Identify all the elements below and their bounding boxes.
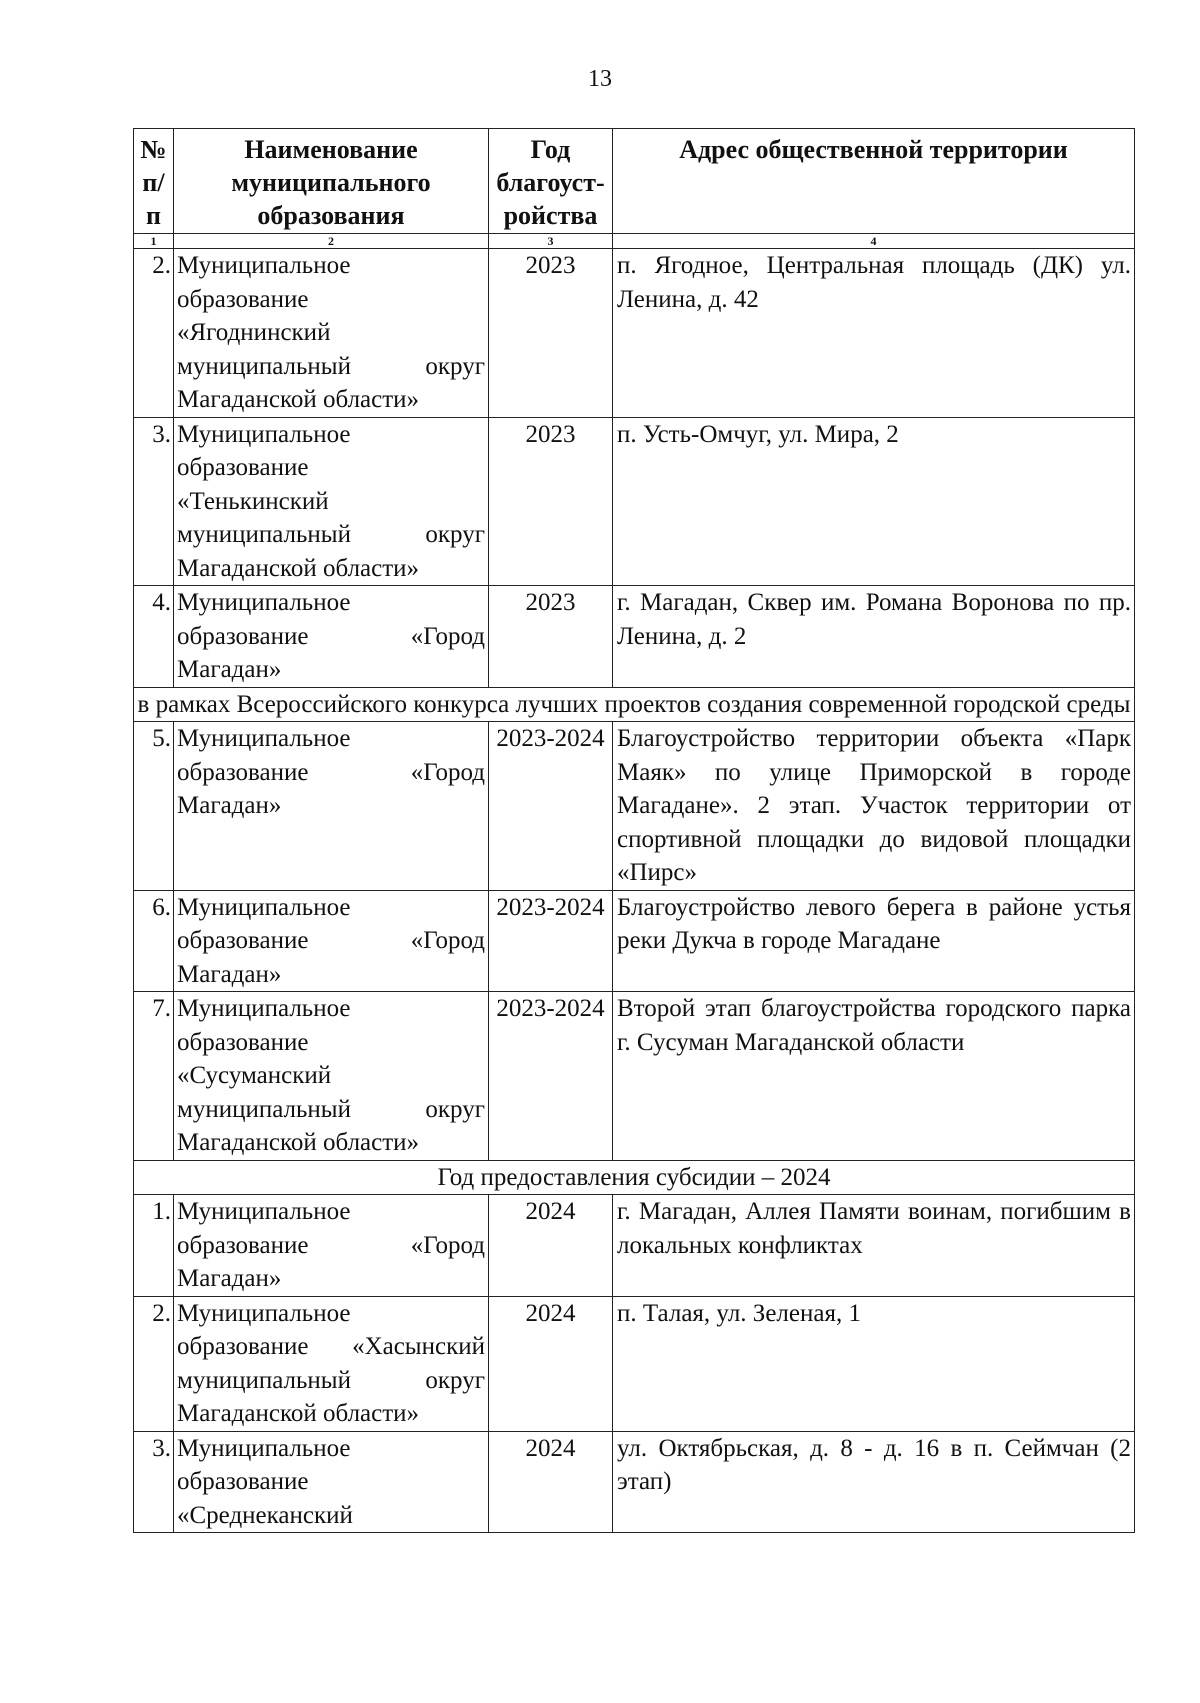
territory-address: Благоустройство левого берега в районе устья реки Дукча в городе Магадане bbox=[613, 890, 1135, 992]
table-row bbox=[134, 249, 1135, 418]
municipality-name bbox=[174, 417, 489, 586]
municipality-name bbox=[174, 1431, 489, 1533]
column-number: 1 bbox=[134, 234, 174, 249]
column-number: 3 bbox=[489, 234, 613, 249]
improvement-year: 2024 bbox=[489, 1195, 613, 1297]
municipality-name-line: «Среднеканский bbox=[177, 1501, 353, 1529]
column-number: 4 bbox=[613, 234, 1135, 249]
row-number: 3. bbox=[134, 417, 174, 586]
municipality-name-line: муниципальный округ bbox=[177, 1366, 485, 1394]
municipality-name-line: Магаданской области» bbox=[177, 1400, 420, 1427]
municipality-name-line: Магаданской области» bbox=[177, 386, 420, 413]
municipality-name bbox=[174, 890, 489, 992]
territory-address: Благоустройство территории объекта «Парк Маяк» по улице Приморской в городе Магадане». 2 этап. Участок территории от спортивной площадки до видовой площадки «Пирс» bbox=[613, 722, 1135, 891]
municipality-name-line: образование «Город bbox=[177, 927, 485, 954]
table-row bbox=[134, 890, 1135, 992]
municipality-name bbox=[174, 586, 489, 688]
territory-address: ул. Октябрьская, д. 8 - д. 16 в п. Сеймчан (2 этап) bbox=[613, 1431, 1135, 1533]
municipality-name-line: образование bbox=[177, 1028, 309, 1056]
territory-address: п. Усть-Омчуг, ул. Мира, 2 bbox=[613, 417, 1135, 586]
column-number: 2 bbox=[174, 234, 489, 249]
table-row bbox=[134, 1195, 1135, 1297]
table-row bbox=[134, 417, 1135, 586]
municipality-name-line: «Тенькинский bbox=[177, 487, 329, 515]
header-address: Адрес общественной территории bbox=[613, 129, 1135, 234]
municipality-name-line: Магадан» bbox=[177, 792, 282, 819]
municipality-name-line: образование «Город bbox=[177, 622, 485, 650]
territory-address: г. Магадан, Аллея Памяти воинам, погибшим в локальных конфликтах bbox=[613, 1195, 1135, 1297]
header-num: № п/п bbox=[134, 129, 174, 234]
territory-address: г. Магадан, Сквер им. Романа Воронова по пр. Ленина, д. 2 bbox=[613, 586, 1135, 688]
table-row bbox=[134, 1431, 1135, 1533]
row-number: 7. bbox=[134, 992, 174, 1161]
improvement-year: 2023-2024 bbox=[489, 722, 613, 891]
column-numbers-row bbox=[134, 234, 1135, 249]
section-title: в рамках Всероссийского конкурса лучших проектов создания современной городской среды bbox=[134, 687, 1135, 722]
municipality-name-line: образование bbox=[177, 285, 309, 313]
row-number: 3. bbox=[134, 1431, 174, 1533]
improvement-year: 2023 bbox=[489, 249, 613, 418]
row-number: 5. bbox=[134, 722, 174, 891]
municipality-name bbox=[174, 1195, 489, 1297]
municipality-name bbox=[174, 992, 489, 1161]
table-row bbox=[134, 722, 1135, 891]
municipality-name-line: Магадан» bbox=[177, 960, 282, 988]
row-number: 4. bbox=[134, 586, 174, 688]
section-title: Год предоставления субсидии – 2024 bbox=[134, 1160, 1135, 1195]
municipality-name-line: «Ягоднинский bbox=[177, 319, 331, 346]
municipality-name-line: Муниципальное bbox=[177, 589, 351, 616]
table-row bbox=[134, 1296, 1135, 1431]
row-number: 6. bbox=[134, 890, 174, 992]
row-number: 2. bbox=[134, 249, 174, 418]
municipality-name-line: Муниципальное bbox=[177, 1299, 351, 1327]
header-name: Наименование муниципального образования bbox=[174, 129, 489, 234]
territories-table bbox=[133, 128, 1135, 1533]
improvement-year: 2024 bbox=[489, 1431, 613, 1533]
row-number: 1. bbox=[134, 1195, 174, 1297]
improvement-year: 2023-2024 bbox=[489, 890, 613, 992]
municipality-name-line: Магаданской области» bbox=[177, 1129, 420, 1156]
municipality-name-line: Муниципальное bbox=[177, 893, 351, 921]
municipality-name-line: Магадан» bbox=[177, 656, 282, 683]
municipality-name-line: муниципальный округ bbox=[177, 521, 485, 548]
header-row bbox=[134, 129, 1135, 234]
section-row bbox=[134, 687, 1135, 722]
table-body bbox=[134, 249, 1135, 1533]
header-year: Год благоуст-ройства bbox=[489, 129, 613, 234]
municipality-name-line: Муниципальное bbox=[177, 725, 351, 752]
municipality-name-line: образование bbox=[177, 1468, 309, 1495]
section-row bbox=[134, 1160, 1135, 1195]
municipality-name-line: муниципальный округ bbox=[177, 1095, 485, 1123]
municipality-name bbox=[174, 249, 489, 418]
municipality-name-line: «Сусуманский bbox=[177, 1062, 332, 1089]
improvement-year: 2023-2024 bbox=[489, 992, 613, 1161]
territory-address: п. Ягодное, Центральная площадь (ДК) ул. Ленина, д. 42 bbox=[613, 249, 1135, 418]
municipality-name-line: Муниципальное bbox=[177, 252, 351, 279]
municipality-name bbox=[174, 722, 489, 891]
municipality-name-line: Муниципальное bbox=[177, 995, 351, 1022]
table-row bbox=[134, 586, 1135, 688]
municipality-name-line: образование «Город bbox=[177, 758, 485, 786]
territory-address: п. Талая, ул. Зеленая, 1 bbox=[613, 1296, 1135, 1431]
municipality-name-line: муниципальный округ bbox=[177, 352, 485, 380]
improvement-year: 2024 bbox=[489, 1296, 613, 1431]
row-number: 2. bbox=[134, 1296, 174, 1431]
municipality-name bbox=[174, 1296, 489, 1431]
table-row bbox=[134, 992, 1135, 1161]
improvement-year: 2023 bbox=[489, 417, 613, 586]
territory-address: Второй этап благоустройства городского парка г. Сусуман Магаданской области bbox=[613, 992, 1135, 1161]
municipality-name-line: Муниципальное bbox=[177, 1434, 351, 1462]
municipality-name-line: Муниципальное bbox=[177, 420, 351, 448]
municipality-name-line: Муниципальное bbox=[177, 1198, 351, 1225]
municipality-name-line: Магаданской области» bbox=[177, 554, 420, 582]
municipality-name-line: образование «Хасынский bbox=[177, 1333, 485, 1360]
municipality-name-line: Магадан» bbox=[177, 1265, 282, 1292]
improvement-year: 2023 bbox=[489, 586, 613, 688]
municipality-name-line: образование bbox=[177, 454, 309, 481]
municipality-name-line: образование «Город bbox=[177, 1231, 485, 1259]
page-number: 13 bbox=[588, 66, 612, 92]
